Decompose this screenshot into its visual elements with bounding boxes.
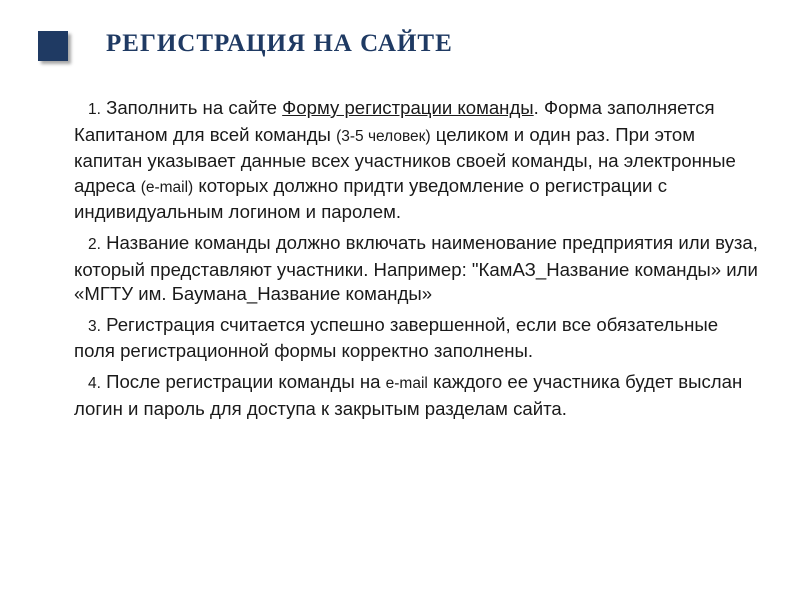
paragraph-4-text-b: каждого ее участника будет выслан логин и пароль для доступа к закрытым разделам сайта. [74,370,743,419]
paragraph-2-text: Название команды должно включать наименование предприятия или вуза, который представляют участники. Например: "КамАЗ_Название команды» или «МГТУ им. Баумана_Название команды» [74,231,758,305]
title-square-bullet [38,31,68,61]
paragraph-3 [74,313,764,364]
paragraph-2-number: 2. [88,235,101,253]
paragraph-3-text: Регистрация считается успешно завершенной, если все обязательные поля регистрационной формы корректно заполнены. [74,313,719,362]
paragraph-1 [74,96,764,225]
paragraph-1-range: (3-5 человек) [336,127,431,145]
paragraph-1-text-a: Заполнить на сайте [100,97,283,118]
paragraph-1-number: 1. [88,101,101,118]
paragraph-1-text-d: которых должно придти уведомление о регистрации с индивидуальным логином и паролем. [74,174,667,223]
paragraph-2 [74,231,764,307]
paragraph-3-number: 3. [88,317,101,335]
slide-content [74,96,764,427]
slide-title: РЕГИСТРАЦИЯ НА САЙТЕ [106,30,453,57]
paragraph-1-text-c: целиком и один раз. При этом капитан указывает данные всех участников своей команды, на электронные адреса [74,123,736,196]
paragraph-4-number: 4. [88,374,101,392]
paragraph-4-text-a: После регистрации команды на [100,370,386,392]
paragraph-4 [74,370,764,421]
paragraph-1-email: (e-mail) [140,178,194,196]
paragraph-4-email: e-mail [385,374,428,392]
paragraph-1-text-b: . Форма заполняется Капитаном для всей команды [74,97,715,145]
registration-form-link[interactable]: Форму регистрации команды [282,97,534,118]
